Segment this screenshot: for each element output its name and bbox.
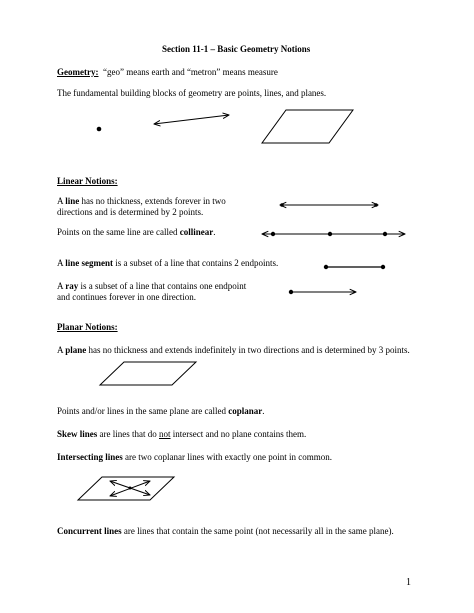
intersecting-lines-figure [78,477,174,500]
plane-prefix: A [57,345,66,355]
collinear-prefix: Points on the same line are called [57,227,180,237]
geometry-label: Geometry: [57,67,99,77]
ray-figure [289,290,356,294]
coplanar-rest: . [262,406,265,416]
intersecting-text: are two coplanar lines with exactly one point in common. [122,452,332,462]
skew-text-2: intersect and no plane contains them. [170,429,307,439]
ray-rest: is a subset of a line that contains one endpoint [78,281,247,291]
segment-figure [324,265,385,269]
segment-rest: is a subset of a line that contains 2 endpoints. [113,258,279,268]
point-figure [97,127,102,132]
line-term: line [65,196,80,206]
coplanar-term: coplanar [228,406,263,416]
concurrent-term: Concurrent lines [57,526,122,536]
line-prefix: A [57,196,66,206]
collinear-rest: . [213,227,216,237]
concurrent-text: are lines that contain the same point (not necessarily all in the same plane). [121,526,394,536]
segment-prefix: A [57,258,66,268]
fundamental-text: The fundamental building blocks of geometry are points, lines, and planes. [57,88,327,98]
segment-term: line segment [65,258,114,268]
skew-text-1: are lines that do [97,429,159,439]
page-number: 1 [406,577,411,588]
line-figure [280,203,378,207]
coplanar-prefix: Points and/or lines in the same plane are called [57,406,229,416]
page-title: Section 11-1 – Basic Geometry Notions [162,44,311,54]
ray-definition-2: and continues forever in one direction. [57,292,196,302]
skew-term: Skew lines [57,429,98,439]
plane-rest: has no thickness and extends indefinitely in two directions and is determined by 3 points. [86,345,410,355]
intersecting-term: Intersecting lines [57,452,123,462]
plane-figure [100,362,196,385]
skew-not: not [159,429,171,439]
line-figure-top [154,115,229,124]
ray-term: ray [65,281,79,291]
line-rest: has no thickness, extends forever in two [79,196,226,206]
ray-prefix: A [57,281,66,291]
planar-heading: Planar Notions: [57,322,118,332]
line-definition-2: directions and is determined by 2 points. [57,207,204,217]
geometry-text: “geo” means earth and “metron” means measure [102,67,278,77]
plane-term: plane [65,345,87,355]
collinear-term: collinear [179,227,214,237]
linear-heading: Linear Notions: [57,176,118,186]
collinear-figure [262,232,405,236]
plane-figure-top [262,110,353,143]
